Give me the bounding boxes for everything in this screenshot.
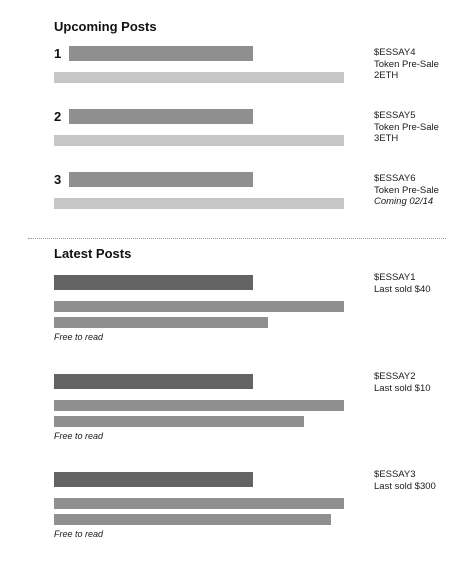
post-last-sold: Last sold $300 (374, 480, 436, 492)
post-excerpt-line (54, 301, 344, 312)
access-label: Free to read (54, 529, 104, 539)
post-sale-label: Token Pre-Sale (374, 58, 439, 70)
post-last-sold: Last sold $10 (374, 382, 431, 394)
post-excerpt-line (54, 416, 304, 427)
post-title-placeholder[interactable] (69, 109, 253, 124)
post-meta (374, 371, 431, 394)
latest-posts-heading: Latest Posts (54, 246, 132, 261)
post-ticker: $ESSAY3 (374, 469, 416, 480)
post-excerpt-placeholder (54, 135, 344, 146)
post-ticker: $ESSAY5 (374, 110, 416, 121)
post-price: 3ETH (374, 133, 399, 144)
post-excerpt-line (54, 514, 331, 525)
section-divider (28, 238, 446, 239)
post-meta (374, 272, 431, 295)
post-meta (374, 469, 436, 492)
post-price: 2ETH (374, 70, 399, 81)
post-ticker: $ESSAY2 (374, 371, 416, 382)
post-excerpt-placeholder (54, 198, 344, 209)
post-release-date: Coming 02/14 (374, 196, 434, 207)
post-excerpt-line (54, 400, 344, 411)
access-label: Free to read (54, 431, 104, 441)
post-number: 3 (54, 172, 62, 187)
post-excerpt-placeholder (54, 72, 344, 83)
post-number: 2 (54, 109, 62, 124)
post-last-sold: Last sold $40 (374, 283, 431, 295)
post-ticker: $ESSAY1 (374, 272, 416, 283)
post-excerpt-line (54, 317, 268, 328)
post-meta (374, 173, 439, 208)
post-ticker: $ESSAY6 (374, 173, 416, 184)
post-title-placeholder[interactable] (54, 472, 253, 487)
post-title-placeholder[interactable] (69, 172, 253, 187)
post-sale-label: Token Pre-Sale (374, 184, 439, 196)
post-title-placeholder[interactable] (54, 374, 253, 389)
post-meta (374, 47, 439, 82)
post-meta (374, 110, 439, 145)
upcoming-posts-heading: Upcoming Posts (54, 19, 157, 34)
post-number: 1 (54, 46, 62, 61)
post-title-placeholder[interactable] (69, 46, 253, 61)
post-excerpt-line (54, 498, 344, 509)
post-title-placeholder[interactable] (54, 275, 253, 290)
access-label: Free to read (54, 332, 104, 342)
post-ticker: $ESSAY4 (374, 47, 416, 58)
post-sale-label: Token Pre-Sale (374, 121, 439, 133)
